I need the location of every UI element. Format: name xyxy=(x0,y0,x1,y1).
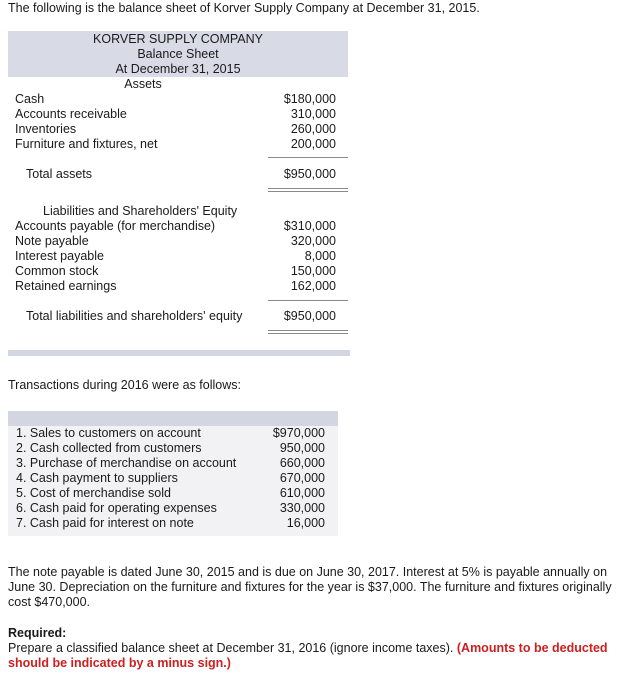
company-name: KORVER SUPPLY COMPANY xyxy=(93,32,263,46)
transaction-label: 7. Cash paid for interest on note xyxy=(16,516,194,530)
transaction-label: 4. Cash payment to suppliers xyxy=(16,471,178,485)
transaction-value: $970,000 xyxy=(272,426,325,440)
transaction-label: 6. Cash paid for operating expenses xyxy=(16,501,217,515)
double-rule-bottom xyxy=(268,333,348,334)
asset-value: 200,000 xyxy=(290,137,336,151)
statement-title: Balance Sheet xyxy=(137,47,219,61)
transaction-label: 3. Purchase of merchandise on account xyxy=(16,456,237,470)
required-emphasis: (Amounts to be deducted should be indicated by a minus sign.) xyxy=(8,641,608,670)
transaction-value: 950,000 xyxy=(279,441,325,455)
asset-label: Furniture and fixtures, net xyxy=(15,137,158,151)
liability-value: 8,000 xyxy=(304,249,336,263)
liability-value: 162,000 xyxy=(290,279,336,293)
asset-value: 260,000 xyxy=(290,122,336,136)
total-assets-value: $950,000 xyxy=(283,167,336,181)
asset-label: Accounts receivable xyxy=(15,107,127,121)
assets-heading: Assets xyxy=(124,77,162,91)
note-paragraph: The note payable is dated June 30, 2015 and is due on June 30, 2017. Interest at 5% is payable annually on June 30. Depreciation on the furniture and fixtures for the year is $37,000. The furniture and fixtures originally cost $470,000. xyxy=(8,565,612,609)
intro-text: The following is the balance sheet of Korver Supply Company at December 31, 2015. xyxy=(8,1,480,15)
transactions-intro: Transactions during 2016 were as follows: xyxy=(8,378,241,392)
total-liabilities-label: Total liabilities and shareholders' equity xyxy=(26,309,243,323)
liabilities-heading: Liabilities and Shareholders' Equity xyxy=(43,204,238,218)
double-rule-top xyxy=(268,330,348,331)
required-text: Prepare a classified balance sheet at December 31, 2016 (ignore income taxes). xyxy=(8,641,454,655)
liability-value: 150,000 xyxy=(290,264,336,278)
statement-date: At December 31, 2015 xyxy=(115,62,241,76)
liability-label: Retained earnings xyxy=(15,279,117,293)
transaction-label: 5. Cost of merchandise sold xyxy=(16,486,171,500)
liability-value: $310,000 xyxy=(283,219,336,233)
subtotal-rule xyxy=(268,157,348,158)
liability-label: Accounts payable (for merchandise) xyxy=(15,219,216,233)
transactions-header-bar xyxy=(8,411,338,426)
liability-label: Note payable xyxy=(15,234,89,248)
asset-value: 310,000 xyxy=(290,107,336,121)
transaction-value: 16,000 xyxy=(286,516,325,530)
liability-label: Interest payable xyxy=(15,249,104,263)
asset-label: Inventories xyxy=(15,122,77,136)
transaction-label: 2. Cash collected from customers xyxy=(16,441,202,455)
liability-value: 320,000 xyxy=(290,234,336,248)
double-rule-top xyxy=(268,188,348,189)
asset-label: Cash xyxy=(15,92,45,106)
subtotal-rule xyxy=(268,300,348,301)
transaction-label: 1. Sales to customers on account xyxy=(16,426,201,440)
double-rule-bottom xyxy=(268,191,348,192)
transaction-value: 660,000 xyxy=(279,456,325,470)
total-liabilities-value: $950,000 xyxy=(283,309,336,323)
liability-label: Common stock xyxy=(15,264,99,278)
transaction-value: 610,000 xyxy=(279,486,325,500)
required-label: Required: xyxy=(8,626,67,640)
transaction-value: 330,000 xyxy=(279,501,325,515)
required-paragraph xyxy=(8,641,612,671)
transaction-value: 670,000 xyxy=(279,471,325,485)
total-assets-label: Total assets xyxy=(26,167,93,181)
asset-value: $180,000 xyxy=(283,92,336,106)
section-divider-bar xyxy=(8,350,350,356)
